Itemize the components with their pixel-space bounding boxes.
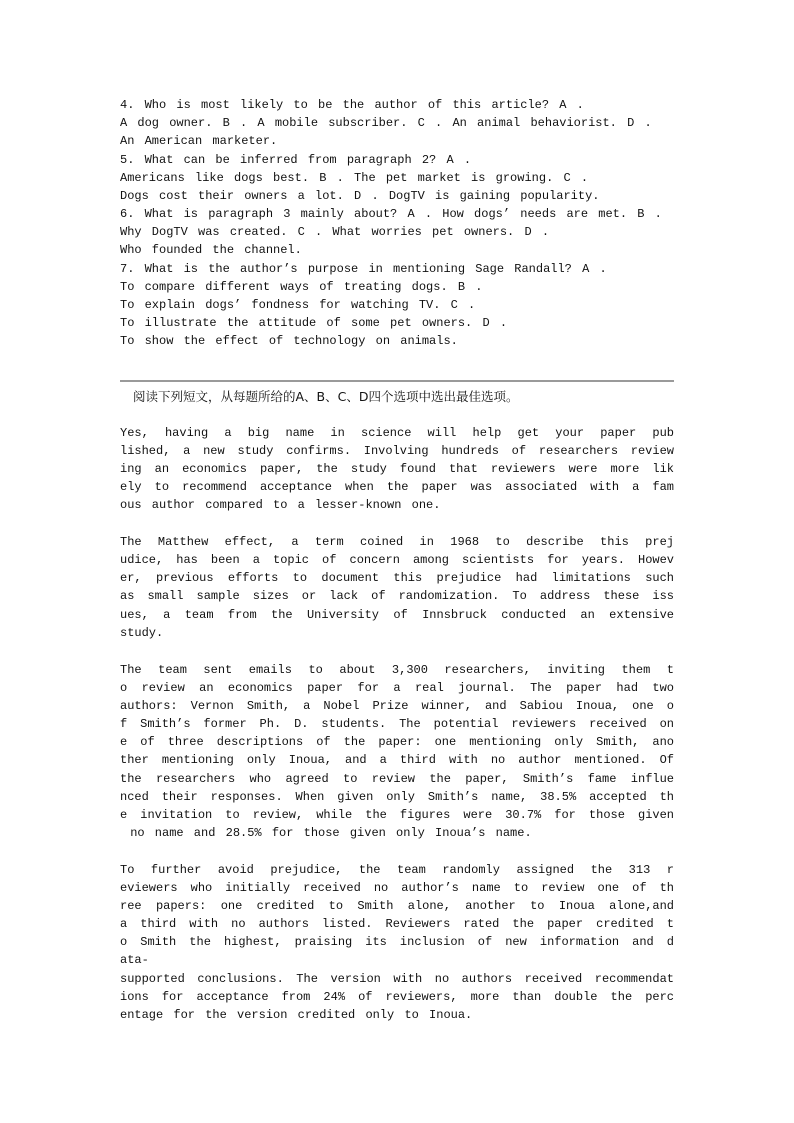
passage-line: the researchers who agreed to review the paper, Smith’s fame influe xyxy=(120,772,674,786)
passage-line: ely to recommend acceptance when the paper was associated with a fam xyxy=(120,480,674,494)
passage-line: The team sent emails to about 3,300 researchers, inviting them t xyxy=(120,663,674,677)
reading-instruction: 阅读下列短文，从每题所给的A、B、C、D四个选项中选出最佳选项。 xyxy=(133,389,519,404)
question-line: Americans like dogs best. B . The pet market is growing. C . xyxy=(120,171,589,185)
passage-line: eviewers who initially received no author’s name to review one of th xyxy=(120,881,674,895)
question-line: 6. What is paragraph 3 mainly about? A . How dogs’ needs are met. B . xyxy=(120,207,662,221)
section-divider xyxy=(120,380,674,382)
question-line: 4. Who is most likely to be the author of this article? A . xyxy=(120,98,584,112)
passage-line: er, previous efforts to document this prejudice had limitations such xyxy=(120,571,674,585)
passage-line: ther mentioning only Inoua, and a third with no author mentioned. Of xyxy=(120,753,674,767)
question-line: To explain dogs’ fondness for watching TV. C . xyxy=(120,298,476,312)
passage-line: e of three descriptions of the paper: one mentioning only Smith, ano xyxy=(120,735,674,749)
passage-line: ions for acceptance from 24% of reviewers, more than double the perc xyxy=(120,990,674,1004)
question-line: To compare different ways of treating dogs. B . xyxy=(120,280,483,294)
passage-line: udice, has been a topic of concern among scientists for years. Howev xyxy=(120,553,674,567)
passage-line: as small sample sizes or lack of randomization. To address these iss xyxy=(120,589,674,603)
question-line: To show the effect of technology on animals. xyxy=(120,334,458,348)
question-line: To illustrate the attitude of some pet owners. D . xyxy=(120,316,508,330)
passage-line: study. xyxy=(120,626,164,640)
passage-line: authors: Vernon Smith, a Nobel Prize winner, and Sabiou Inoua, one o xyxy=(120,699,674,713)
passage-line: lished, a new study confirms. Involving hundreds of researchers review xyxy=(120,444,674,458)
question-line: 7. What is the author’s purpose in mentioning Sage Randall? A . xyxy=(120,262,607,276)
passage-line: f Smith’s former Ph. D. students. The potential reviewers received on xyxy=(120,717,674,731)
passage-line: o Smith the highest, praising its inclusion of new information and d xyxy=(120,935,674,949)
question-line: A dog owner. B . A mobile subscriber. C . An animal behaviorist. D . xyxy=(120,116,652,130)
question-line: Dogs cost their owners a lot. D . DogTV is gaining popularity. xyxy=(120,189,600,203)
passage-line: nced their responses. When given only Smith’s name, 38.5% accepted th xyxy=(120,790,674,804)
passage-line: entage for the version credited only to Inoua. xyxy=(120,1008,473,1022)
passage-line: ata- xyxy=(120,953,149,967)
passage-line: The Matthew effect, a term coined in 1968 to describe this prej xyxy=(120,535,674,549)
passage-line: ing an economics paper, the study found that reviewers were more lik xyxy=(120,462,674,476)
passage-line: To further avoid prejudice, the team randomly assigned the 313 r xyxy=(120,863,674,877)
passage-line: ree papers: one credited to Smith alone, another to Inoua alone,and xyxy=(120,899,674,913)
passage-line: ues, a team from the University of Innsbruck conducted an extensive xyxy=(120,608,674,622)
passage-line: no name and 28.5% for those given only Inoua’s name. xyxy=(120,826,532,840)
question-line: An American marketer. xyxy=(120,134,278,148)
passage-line: ous author compared to a lesser-known one. xyxy=(120,498,441,512)
passage-line: o review an economics paper for a real journal. The paper had two xyxy=(120,681,674,695)
question-line: Who founded the channel. xyxy=(120,243,302,257)
question-line: 5. What can be inferred from paragraph 2? A . xyxy=(120,153,472,167)
passage-line: e invitation to review, while the figures were 30.7% for those given xyxy=(120,808,674,822)
passage-line: supported conclusions. The version with no authors received recommendat xyxy=(120,972,674,986)
passage-line: a third with no authors listed. Reviewers rated the paper credited t xyxy=(120,917,674,931)
question-line: Why DogTV was created. C . What worries pet owners. D . xyxy=(120,225,550,239)
passage-line: Yes, having a big name in science will help get your paper pub xyxy=(120,426,674,440)
